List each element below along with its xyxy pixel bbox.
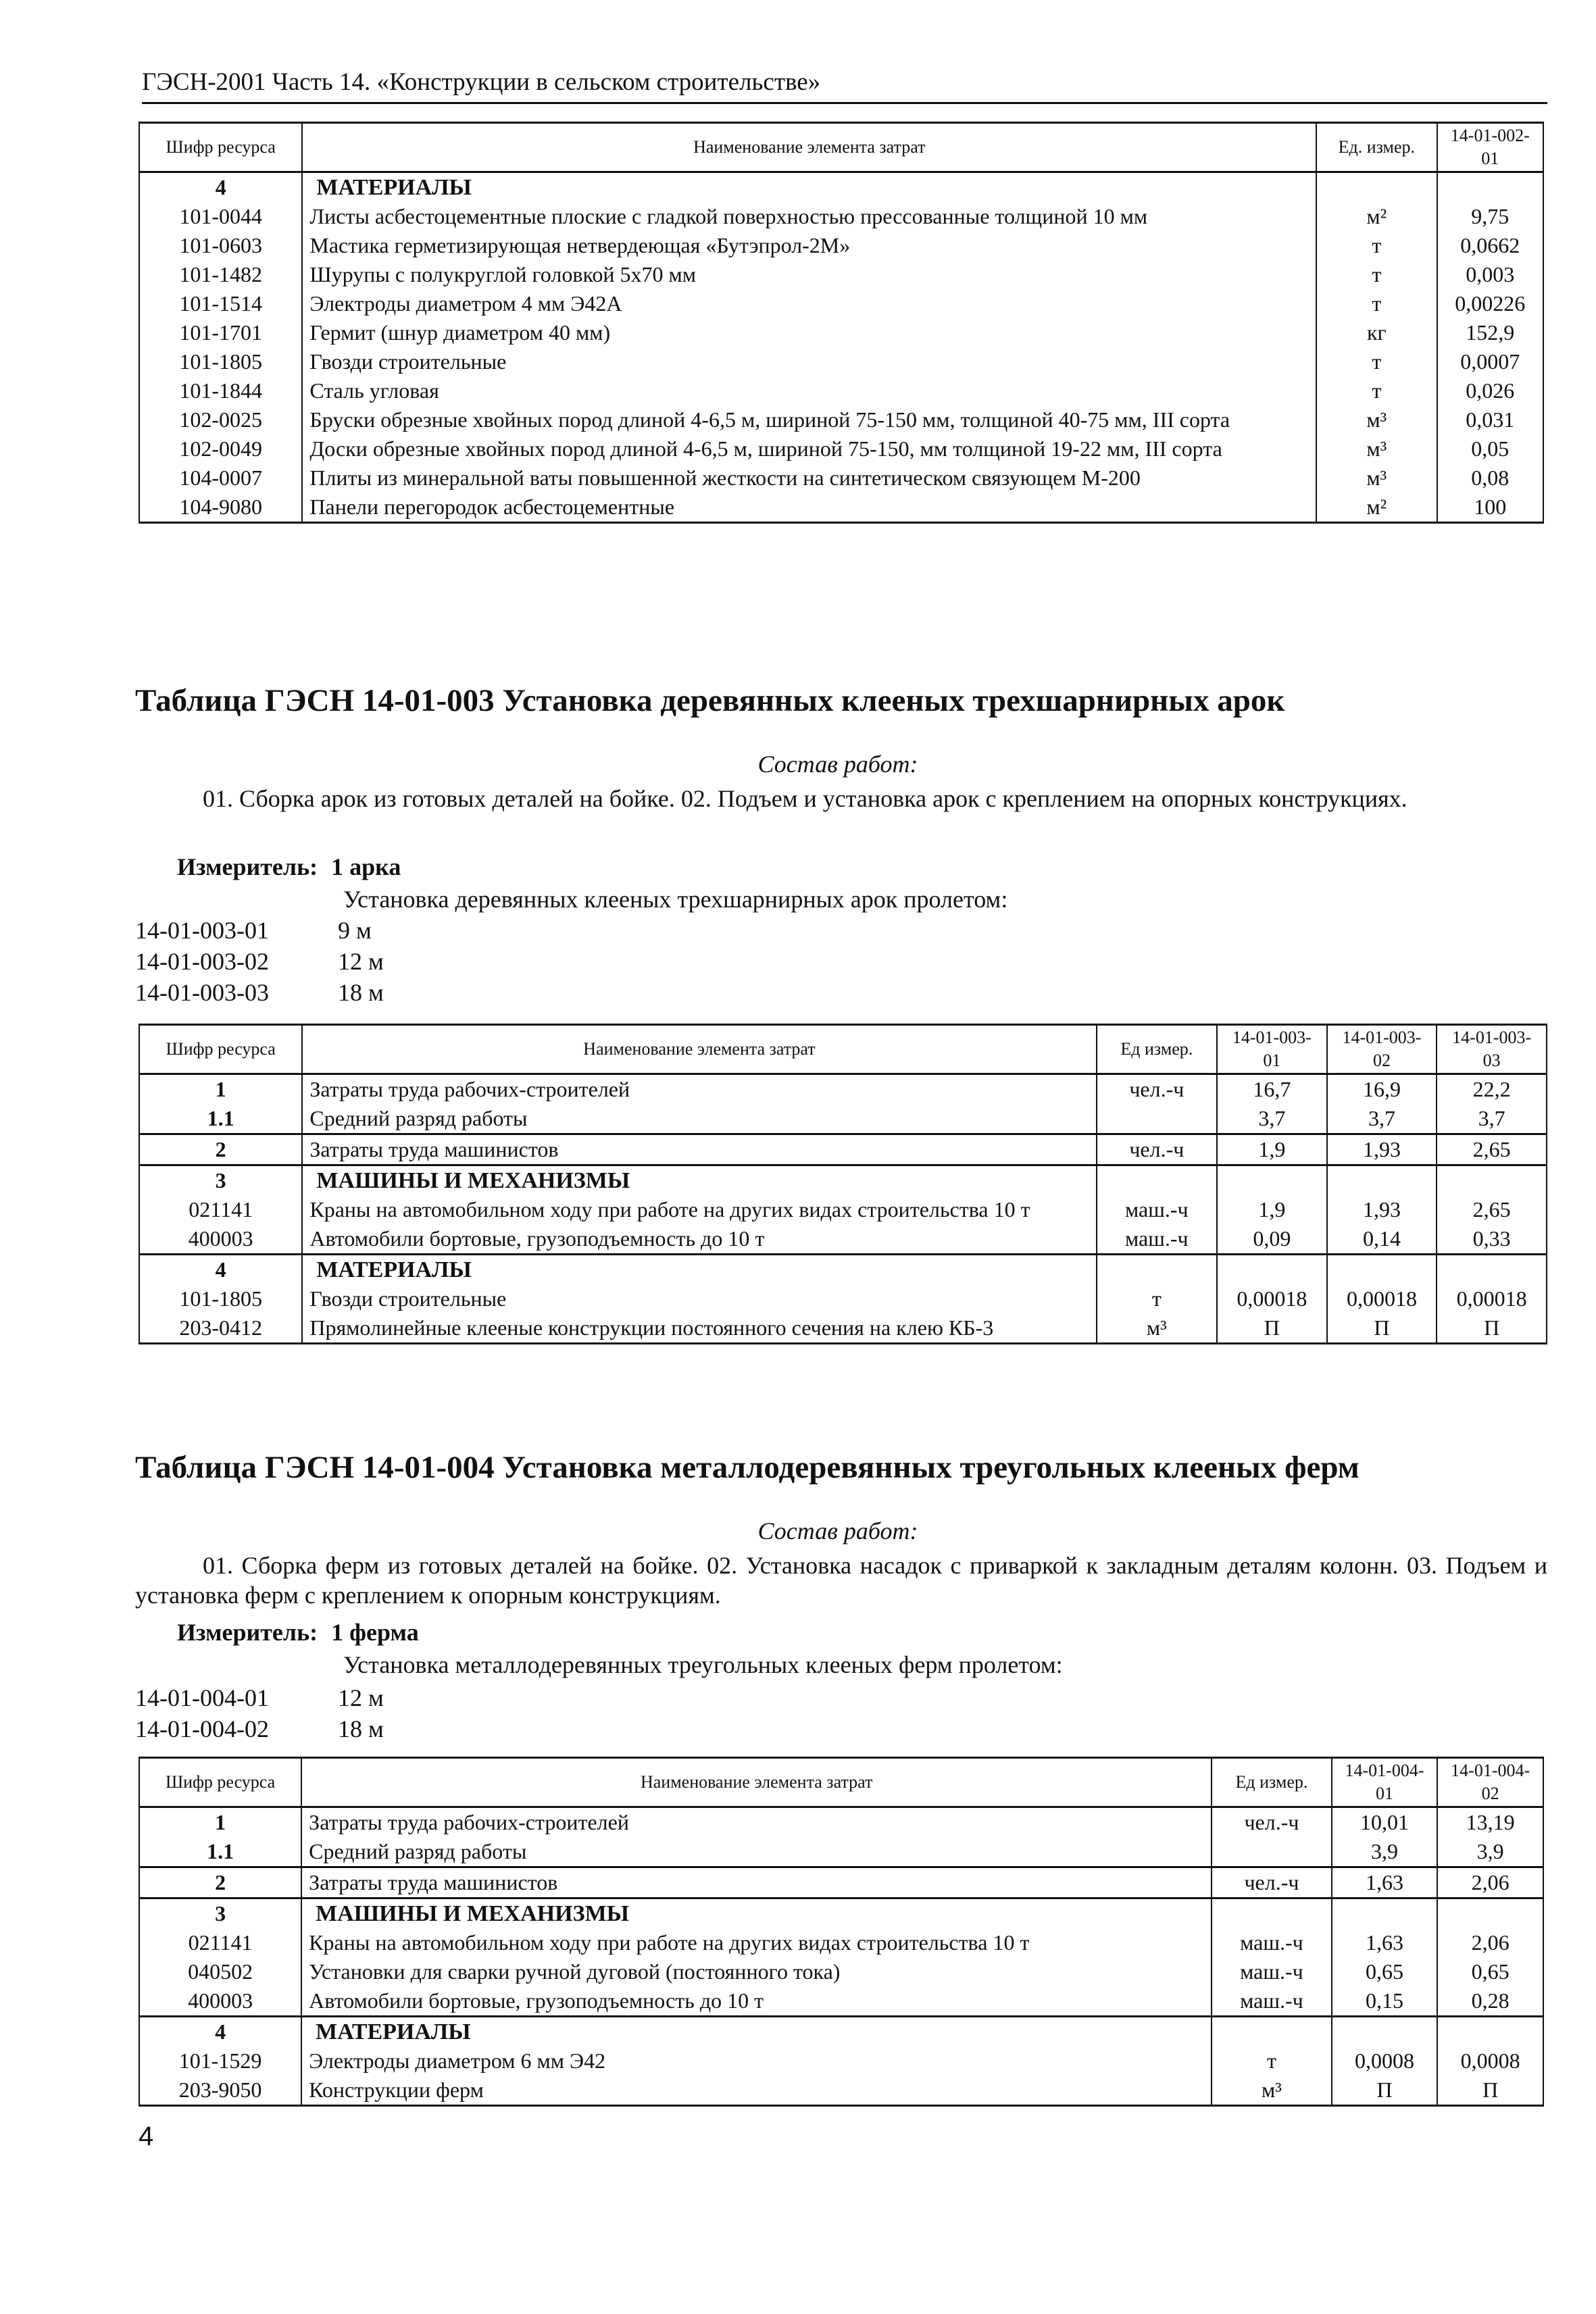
unit: т bbox=[1097, 1284, 1217, 1313]
cost-element-name: Листы асбестоцементные плоские с гладкой поверхностью прессованные толщиной 10 мм bbox=[302, 202, 1316, 231]
table-row bbox=[139, 2076, 1543, 2106]
norm-value bbox=[1437, 1255, 1547, 1285]
meter-description: Установка металлодеревянных треугольных клееных ферм пролетом: bbox=[343, 1651, 1063, 1678]
table-row bbox=[139, 1837, 1543, 1867]
table-row bbox=[139, 493, 1543, 523]
unit: м³ bbox=[1316, 434, 1437, 463]
norm-value: 3,9 bbox=[1332, 1837, 1438, 1867]
unit bbox=[1097, 1104, 1217, 1134]
unit: м³ bbox=[1316, 463, 1437, 493]
table-row bbox=[139, 1104, 1547, 1134]
resource-code: 400003 bbox=[139, 1986, 301, 2017]
table-row bbox=[139, 1313, 1547, 1344]
norm-value: 100 bbox=[1437, 493, 1543, 523]
norm-code: 14-01-004-02 bbox=[135, 1715, 269, 1742]
norm-value: 0,05 bbox=[1437, 434, 1543, 463]
header-code: Шифр ресурса bbox=[139, 123, 302, 172]
section-name: МАТЕРИАЛЫ bbox=[302, 172, 1316, 203]
section-code: 4 bbox=[139, 172, 302, 203]
cost-element-name: Автомобили бортовые, грузоподъемность до 10 т bbox=[302, 1224, 1096, 1255]
cost-element-name: Плиты из минеральной ваты повышенной жесткости на синтетическом связующем М-200 bbox=[302, 463, 1316, 493]
resource-code: 101-0603 bbox=[139, 231, 302, 260]
unit: маш.-ч bbox=[1212, 1928, 1332, 1957]
norm-value bbox=[1332, 1898, 1438, 1929]
resource-code: 101-1844 bbox=[139, 376, 302, 405]
norm-value: П bbox=[1437, 1313, 1547, 1344]
unit: т bbox=[1316, 289, 1437, 318]
section-row bbox=[139, 2017, 1543, 2047]
unit: м² bbox=[1316, 493, 1437, 523]
table-row bbox=[139, 1986, 1543, 2017]
norm-value bbox=[1332, 2017, 1438, 2047]
cost-element-name: Средний разряд работы bbox=[301, 1837, 1212, 1867]
unit: т bbox=[1316, 231, 1437, 260]
norm-value: 16,9 bbox=[1327, 1074, 1437, 1105]
unit: т bbox=[1212, 2046, 1332, 2076]
unit: т bbox=[1316, 260, 1437, 289]
header-name: Наименование элемента затрат bbox=[302, 1025, 1096, 1074]
unit bbox=[1212, 1898, 1332, 1929]
unit: м³ bbox=[1212, 2076, 1332, 2106]
table-row bbox=[139, 1957, 1543, 1986]
unit: кг bbox=[1316, 318, 1437, 347]
section-row bbox=[139, 1255, 1547, 1285]
unit bbox=[1097, 1255, 1217, 1285]
resource-code: 102-0049 bbox=[139, 434, 302, 463]
norm-value: 1,93 bbox=[1327, 1134, 1437, 1165]
norm-value bbox=[1217, 1255, 1327, 1285]
cost-element-name: Шурупы с полукруглой головкой 5х70 мм bbox=[302, 260, 1316, 289]
span-value: 18 м bbox=[338, 1715, 384, 1742]
norm-code: 14-01-003-01 bbox=[135, 917, 269, 944]
norm-value bbox=[1437, 1165, 1547, 1196]
norm-value: 1,9 bbox=[1217, 1134, 1327, 1165]
cost-element-name: Гвозди строительные bbox=[302, 347, 1316, 376]
norm-value: 0,00018 bbox=[1437, 1284, 1547, 1313]
section-row bbox=[139, 172, 1543, 203]
table-row bbox=[139, 231, 1543, 260]
table-row bbox=[139, 1134, 1547, 1165]
table-row bbox=[139, 202, 1543, 231]
header-unit: Ед измер. bbox=[1212, 1758, 1332, 1807]
header-col-2: 14-01-003-02 bbox=[1327, 1025, 1437, 1074]
work-description: 01. Сборка ферм из готовых деталей на бойке. 02. Установка насадок с приваркой к закладным деталям колонн. 03. Подъем и установка ферм с креплением к опорным конструкциям. bbox=[135, 1552, 1547, 1609]
work-description: 01. Сборка арок из готовых деталей на бойке. 02. Подъем и установка арок с креплением на опорных конструкциях. bbox=[203, 785, 1407, 812]
work-composition-heading: Состав работ: bbox=[757, 751, 918, 778]
norm-value bbox=[1437, 1898, 1543, 1929]
span-value: 12 м bbox=[338, 1684, 384, 1711]
norm-value: 3,7 bbox=[1327, 1104, 1437, 1134]
unit: маш.-ч bbox=[1097, 1224, 1217, 1255]
cost-table-003 bbox=[139, 1024, 1547, 1344]
unit bbox=[1212, 2017, 1332, 2047]
cost-element-name: Затраты труда рабочих-строителей bbox=[301, 1807, 1212, 1838]
table-row bbox=[139, 318, 1543, 347]
norm-value: 2,06 bbox=[1437, 1928, 1543, 1957]
unit bbox=[1212, 1837, 1332, 1867]
norm-value: 0,14 bbox=[1327, 1224, 1437, 1255]
table-row bbox=[139, 1195, 1547, 1224]
cost-element-name: МАТЕРИАЛЫ bbox=[302, 1255, 1096, 1285]
norm-value: 0,00018 bbox=[1327, 1284, 1437, 1313]
cost-element-name: Электроды диаметром 4 мм Э42А bbox=[302, 289, 1316, 318]
resource-code: 021141 bbox=[139, 1928, 301, 1957]
norm-value: 3,7 bbox=[1217, 1104, 1327, 1134]
work-composition-heading: Состав работ: bbox=[757, 1517, 918, 1544]
norm-value: 2,65 bbox=[1437, 1134, 1547, 1165]
header-code: Шифр ресурса bbox=[139, 1758, 301, 1807]
header-col-1: 14-01-002-01 bbox=[1437, 123, 1543, 172]
resource-code: 101-0044 bbox=[139, 202, 302, 231]
resource-code: 1.1 bbox=[139, 1104, 302, 1134]
norm-value: 3,7 bbox=[1437, 1104, 1547, 1134]
unit: т bbox=[1316, 347, 1437, 376]
materials-table-002 bbox=[139, 122, 1544, 524]
norm-value: 0,0008 bbox=[1437, 2046, 1543, 2076]
norm-value: 0,65 bbox=[1332, 1957, 1438, 1986]
table-row bbox=[139, 347, 1543, 376]
norm-value: 0,0008 bbox=[1332, 2046, 1438, 2076]
meter bbox=[177, 853, 414, 881]
cost-element-name: МАТЕРИАЛЫ bbox=[301, 2017, 1212, 2047]
norm-value: 0,00226 bbox=[1437, 289, 1543, 318]
norm-code-row bbox=[135, 946, 384, 977]
page-number: 4 bbox=[139, 2121, 154, 2151]
resource-code: 101-1482 bbox=[139, 260, 302, 289]
cost-element-name: Гвозди строительные bbox=[302, 1284, 1096, 1313]
norm-value: 1,63 bbox=[1332, 1867, 1438, 1898]
header-col-3: 14-01-003-03 bbox=[1437, 1025, 1547, 1074]
norm-value: 1,63 bbox=[1332, 1928, 1438, 1957]
norm-code: 14-01-003-02 bbox=[135, 948, 269, 975]
meter bbox=[177, 1618, 432, 1646]
header-unit: Ед измер. bbox=[1097, 1025, 1217, 1074]
meter-label: Измеритель: bbox=[177, 853, 318, 880]
cost-element-name: Панели перегородок асбестоцементные bbox=[302, 493, 1316, 523]
norm-value: П bbox=[1217, 1313, 1327, 1344]
meter-description: Установка деревянных клееных трехшарнирных арок пролетом: bbox=[343, 886, 1008, 913]
cost-element-name: МАШИНЫ И МЕХАНИЗМЫ bbox=[302, 1165, 1096, 1196]
cost-element-name: Затраты труда рабочих-строителей bbox=[302, 1074, 1096, 1105]
header-code: Шифр ресурса bbox=[139, 1025, 302, 1074]
norm-value: 22,2 bbox=[1437, 1074, 1547, 1105]
section-title-003: Таблица ГЭСН 14-01-003 Установка деревянных клееных трехшарнирных арок bbox=[135, 683, 1285, 718]
norm-value: 0,003 bbox=[1437, 260, 1543, 289]
norm-value: 1,9 bbox=[1217, 1195, 1327, 1224]
header-name: Наименование элемента затрат bbox=[301, 1758, 1212, 1807]
span-value: 18 м bbox=[338, 979, 384, 1006]
header-col-1: 14-01-003-01 bbox=[1217, 1025, 1327, 1074]
resource-code: 101-1701 bbox=[139, 318, 302, 347]
norm-code: 14-01-004-01 bbox=[135, 1684, 269, 1711]
unit: м³ bbox=[1316, 405, 1437, 434]
table-row bbox=[139, 1074, 1547, 1105]
table-row bbox=[139, 260, 1543, 289]
norm-value: П bbox=[1332, 2076, 1438, 2106]
table-body bbox=[139, 172, 1543, 523]
unit: чел.-ч bbox=[1212, 1807, 1332, 1838]
norm-value: 1,93 bbox=[1327, 1195, 1437, 1224]
norm-value: П bbox=[1437, 2076, 1543, 2106]
cost-element-name: Мастика герметизирующая нетвердеющая «Бутэпрол-2М» bbox=[302, 231, 1316, 260]
unit: т bbox=[1316, 376, 1437, 405]
norm-value: 0,33 bbox=[1437, 1224, 1547, 1255]
cost-element-name: Доски обрезные хвойных пород длиной 4-6,5 м, шириной 75-150, мм толщиной 19-22 мм, III сорта bbox=[302, 434, 1316, 463]
section-title-004: Таблица ГЭСН 14-01-004 Установка металлодеревянных треугольных клееных ферм bbox=[135, 1450, 1360, 1485]
norm-value bbox=[1327, 1165, 1437, 1196]
resource-code: 4 bbox=[139, 2017, 301, 2047]
resource-code: 104-9080 bbox=[139, 493, 302, 523]
norm-value: 0,026 bbox=[1437, 376, 1543, 405]
norm-value: 152,9 bbox=[1437, 318, 1543, 347]
resource-code: 2 bbox=[139, 1867, 301, 1898]
cost-element-name: Затраты труда машинистов bbox=[302, 1134, 1096, 1165]
norm-value: 0,031 bbox=[1437, 405, 1543, 434]
cost-element-name: Гермит (шнур диаметром 40 мм) bbox=[302, 318, 1316, 347]
resource-code: 101-1805 bbox=[139, 1284, 302, 1313]
norm-value: 0,65 bbox=[1437, 1957, 1543, 1986]
section-row bbox=[139, 1165, 1547, 1196]
meter-label: Измеритель: bbox=[177, 1619, 318, 1646]
unit: чел.-ч bbox=[1097, 1074, 1217, 1105]
header-col-1: 14-01-004-01 bbox=[1332, 1758, 1438, 1807]
unit: м³ bbox=[1097, 1313, 1217, 1344]
cost-table-004 bbox=[139, 1757, 1544, 2107]
cost-element-name: Краны на автомобильном ходу при работе на других видах строительства 10 т bbox=[301, 1928, 1212, 1957]
norm-code-list bbox=[135, 1682, 384, 1744]
cost-element-name: Бруски обрезные хвойных пород длиной 4-6,5 м, шириной 75-150 мм, толщиной 40-75 мм, III сорта bbox=[302, 405, 1316, 434]
norm-value: 0,28 bbox=[1437, 1986, 1543, 2017]
unit: м² bbox=[1316, 202, 1437, 231]
table-row bbox=[139, 1867, 1543, 1898]
section-row bbox=[139, 1898, 1543, 1929]
norm-value: 0,15 bbox=[1332, 1986, 1438, 2017]
header-name: Наименование элемента затрат bbox=[302, 123, 1316, 172]
resource-code: 3 bbox=[139, 1898, 301, 1929]
cost-element-name: Краны на автомобильном ходу при работе на других видах строительства 10 т bbox=[302, 1195, 1096, 1224]
resource-code: 1.1 bbox=[139, 1837, 301, 1867]
cost-element-name: Средний разряд работы bbox=[302, 1104, 1096, 1134]
norm-value bbox=[1327, 1255, 1437, 1285]
norm-value: П bbox=[1327, 1313, 1437, 1344]
unit: чел.-ч bbox=[1212, 1867, 1332, 1898]
cost-element-name: Установки для сварки ручной дуговой (постоянного тока) bbox=[301, 1957, 1212, 1986]
span-value: 9 м bbox=[338, 917, 372, 944]
resource-code: 400003 bbox=[139, 1224, 302, 1255]
table-body bbox=[139, 1074, 1547, 1344]
resource-code: 104-0007 bbox=[139, 463, 302, 493]
resource-code: 040502 bbox=[139, 1957, 301, 1986]
norm-value: 0,0662 bbox=[1437, 231, 1543, 260]
span-value: 12 м bbox=[338, 948, 384, 975]
norm-code-row bbox=[135, 977, 384, 1008]
norm-value: 2,65 bbox=[1437, 1195, 1547, 1224]
unit: маш.-ч bbox=[1097, 1195, 1217, 1224]
table-row bbox=[139, 1284, 1547, 1313]
header-unit: Ед. измер. bbox=[1316, 123, 1437, 172]
resource-code: 2 bbox=[139, 1134, 302, 1165]
norm-value: 0,08 bbox=[1437, 463, 1543, 493]
resource-code: 102-0025 bbox=[139, 405, 302, 434]
cost-element-name: Автомобили бортовые, грузоподъемность до 10 т bbox=[301, 1986, 1212, 2017]
resource-code: 203-9050 bbox=[139, 2076, 301, 2106]
table-row bbox=[139, 2046, 1543, 2076]
norm-value: 0,00018 bbox=[1217, 1284, 1327, 1313]
cost-element-name: Прямолинейные клееные конструкции постоянного сечения на клею КБ-3 bbox=[302, 1313, 1096, 1344]
norm-code-row bbox=[135, 1682, 384, 1713]
unit bbox=[1097, 1165, 1217, 1196]
norm-value: 10,01 bbox=[1332, 1807, 1438, 1838]
table-row bbox=[139, 405, 1543, 434]
cost-element-name: Электроды диаметром 6 мм Э42 bbox=[301, 2046, 1212, 2076]
resource-code: 021141 bbox=[139, 1195, 302, 1224]
norm-value bbox=[1437, 2017, 1543, 2047]
empty-cell bbox=[1437, 172, 1543, 203]
table-row bbox=[139, 1928, 1543, 1957]
table-body bbox=[139, 1807, 1543, 2106]
meter-value: 1 арка bbox=[331, 853, 401, 880]
table-row bbox=[139, 376, 1543, 405]
norm-value: 9,75 bbox=[1437, 202, 1543, 231]
table-row bbox=[139, 289, 1543, 318]
resource-code: 3 bbox=[139, 1165, 302, 1196]
norm-value: 2,06 bbox=[1437, 1867, 1543, 1898]
unit: маш.-ч bbox=[1212, 1986, 1332, 2017]
table-row bbox=[139, 463, 1543, 493]
norm-value bbox=[1217, 1165, 1327, 1196]
norm-code: 14-01-003-03 bbox=[135, 979, 269, 1006]
meter-value: 1 ферма bbox=[331, 1619, 419, 1646]
resource-code: 4 bbox=[139, 1255, 302, 1285]
resource-code: 101-1514 bbox=[139, 289, 302, 318]
norm-code-row bbox=[135, 1713, 384, 1744]
cost-element-name: Сталь угловая bbox=[302, 376, 1316, 405]
norm-value: 16,7 bbox=[1217, 1074, 1327, 1105]
resource-code: 203-0412 bbox=[139, 1313, 302, 1344]
norm-value: 3,9 bbox=[1437, 1837, 1543, 1867]
header-col-2: 14-01-004-02 bbox=[1437, 1758, 1543, 1807]
norm-value: 0,09 bbox=[1217, 1224, 1327, 1255]
norm-value: 13,19 bbox=[1437, 1807, 1543, 1838]
empty-cell bbox=[1316, 172, 1437, 203]
resource-code: 101-1529 bbox=[139, 2046, 301, 2076]
cost-element-name: Конструкции ферм bbox=[301, 2076, 1212, 2106]
unit: чел.-ч bbox=[1097, 1134, 1217, 1165]
unit: маш.-ч bbox=[1212, 1957, 1332, 1986]
resource-code: 1 bbox=[139, 1807, 301, 1838]
norm-code-list bbox=[135, 915, 384, 1008]
table-row bbox=[139, 1807, 1543, 1838]
table-row bbox=[139, 434, 1543, 463]
norm-code-row bbox=[135, 915, 384, 946]
table-row bbox=[139, 1224, 1547, 1255]
resource-code: 101-1805 bbox=[139, 347, 302, 376]
cost-element-name: МАШИНЫ И МЕХАНИЗМЫ bbox=[301, 1898, 1212, 1929]
norm-value: 0,0007 bbox=[1437, 347, 1543, 376]
resource-code: 1 bbox=[139, 1074, 302, 1105]
page-header: ГЭСН-2001 Часть 14. «Конструкции в сельском строительстве» bbox=[142, 68, 1547, 104]
cost-element-name: Затраты труда машинистов bbox=[301, 1867, 1212, 1898]
